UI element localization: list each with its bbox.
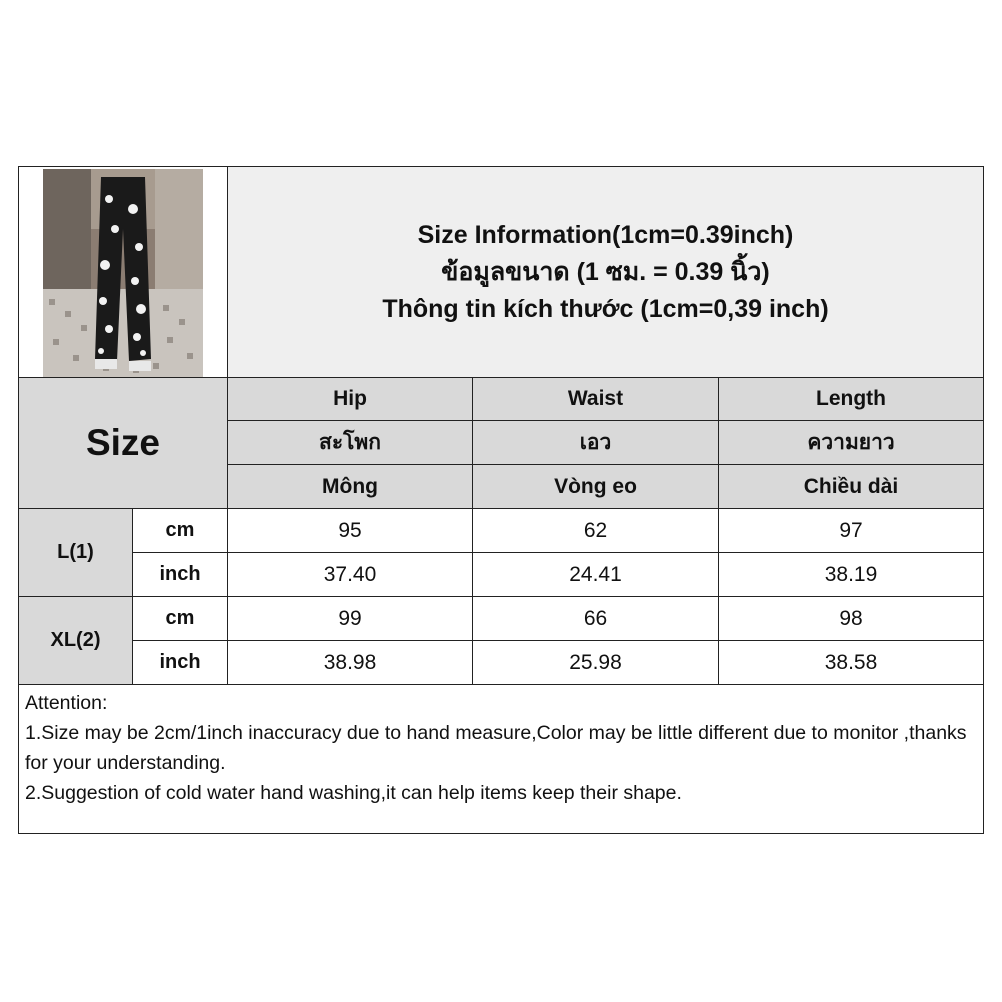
table-cell: 66	[472, 596, 719, 641]
attention-note-2: 2.Suggestion of cold water hand washing,it can help items keep their shape.	[25, 782, 682, 804]
size-xl-label: XL(2)	[18, 596, 133, 685]
col-hip-vi: Mông	[227, 464, 473, 509]
col-hip-th: สะโพก	[227, 420, 473, 465]
attention-note-1: 1.Size may be 2cm/1inch inaccuracy due to hand measure,Color may be little different due to monitor ,thanks for your understanding.	[25, 722, 967, 774]
col-length-th: ความยาว	[718, 420, 984, 465]
title-vietnamese: Thông tin kích thước (1cm=0,39 inch)	[382, 294, 829, 323]
col-length-en: Length	[718, 377, 984, 421]
table-cell: 99	[227, 596, 473, 641]
table-cell: 25.98	[472, 640, 719, 685]
size-header: Size	[18, 377, 228, 509]
title-block	[227, 166, 984, 378]
table-cell: 37.40	[227, 552, 473, 597]
unit-label: inch	[132, 640, 228, 685]
table-cell: 98	[718, 596, 984, 641]
table-cell: 24.41	[472, 552, 719, 597]
col-waist-vi: Vòng eo	[472, 464, 719, 509]
col-length-vi: Chiều dài	[718, 464, 984, 509]
size-l-label: L(1)	[18, 508, 133, 597]
product-photo	[43, 169, 203, 377]
col-hip-en: Hip	[227, 377, 473, 421]
unit-label: cm	[132, 596, 228, 641]
table-cell: 38.58	[718, 640, 984, 685]
col-waist-th: เอว	[472, 420, 719, 465]
table-cell: 95	[227, 508, 473, 553]
title-thai: ข้อมูลขนาด (1 ซม. = 0.39 นิ้ว)	[441, 257, 770, 286]
product-photo-cell	[18, 166, 228, 378]
attention-heading: Attention:	[25, 692, 108, 714]
table-cell: 38.98	[227, 640, 473, 685]
unit-label: cm	[132, 508, 228, 553]
table-cell: 62	[472, 508, 719, 553]
table-cell: 38.19	[718, 552, 984, 597]
size-chart	[18, 166, 984, 834]
title-english: Size Information(1cm=0.39inch)	[417, 220, 794, 249]
attention-notes	[18, 684, 984, 834]
col-waist-en: Waist	[472, 377, 719, 421]
unit-label: inch	[132, 552, 228, 597]
table-cell: 97	[718, 508, 984, 553]
